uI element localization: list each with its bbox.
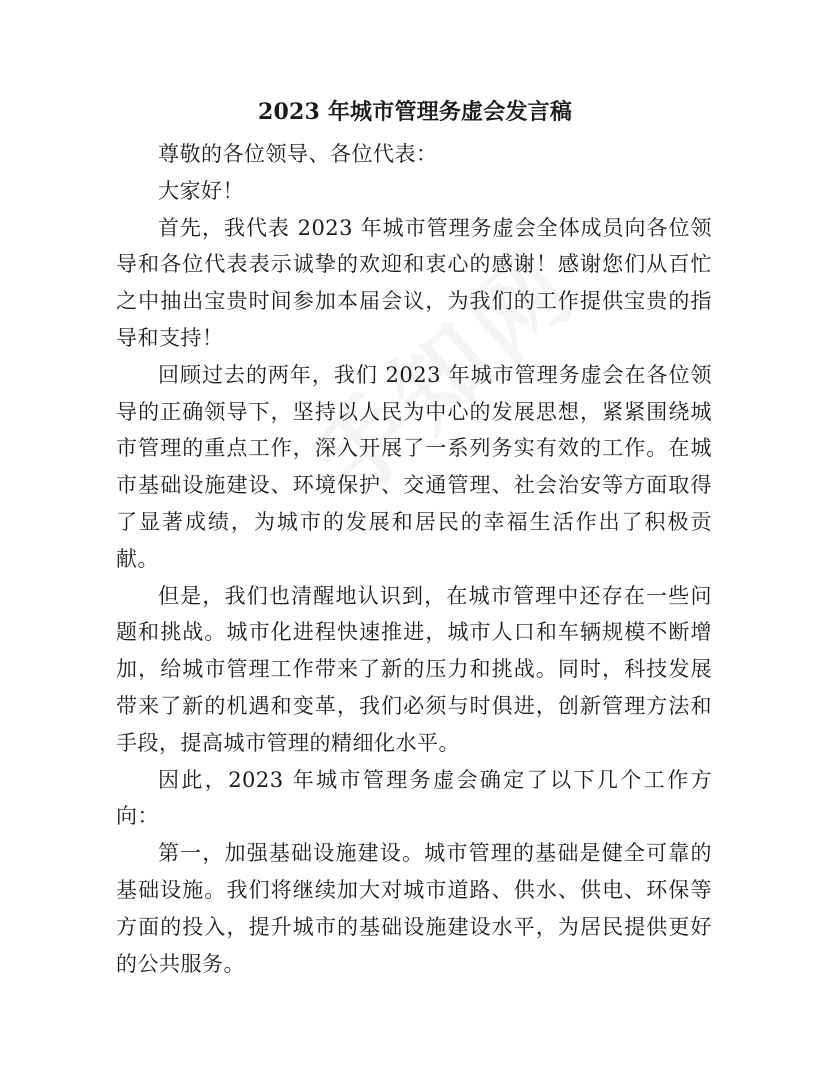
paragraph-challenges: 但是，我们也清醒地认识到，在城市管理中还存在一些问题和挑战。城市化进程快速推进，城市人口和车辆规模不断增加，给城市管理工作带来了新的压力和挑战。同时，科技发展带来了新的机遇和变革，我们必须与时俱进，创新管理方法和手段，提高城市管理的精细化水平。: [116, 583, 712, 755]
document-body: [116, 136, 712, 982]
paragraph-directions-intro: 因此，2023 年城市管理务虚会确定了以下几个工作方向：: [116, 767, 712, 829]
paragraph-review: 回顾过去的两年，我们 2023 年城市管理务虚会在各位领导的正确领导下，坚持以人民为中心的发展思想，紧紧围绕城市管理的重点工作，深入开展了一系列务实有效的工作。在城市基础设施建设、环境保护、交通管理、社会治安等方面取得了显著成绩，为城市的发展和居民的幸福生活作出了积极贡献。: [116, 362, 712, 571]
greeting: 大家好！: [158, 178, 244, 203]
paragraph-opening: 首先，我代表 2023 年城市管理务虚会全体成员向各位领导和各位代表表示诚挚的欢迎和衷心的感谢！感谢您们从百忙之中抽出宝贵时间参加本届会议，为我们的工作提供宝贵的指导和支持！: [116, 215, 712, 350]
document-title: 2023 年城市管理务虚会发言稿: [257, 99, 573, 125]
salutation: 尊敬的各位领导、各位代表：: [158, 142, 438, 166]
paragraph-direction-one: 第一，加强基础设施建设。城市管理的基础是健全可靠的基础设施。我们将继续加大对城市道路、供水、供电、环保等方面的投入，提升城市的基础设施建设水平，为居民提供更好的公共服务。: [116, 841, 712, 976]
